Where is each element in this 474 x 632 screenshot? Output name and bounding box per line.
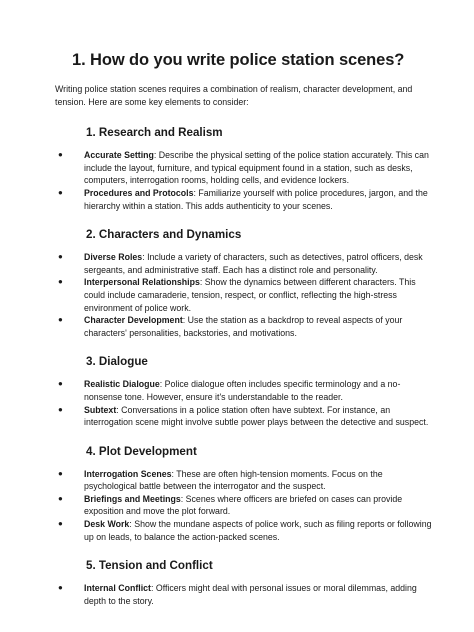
- item-text: : These are often high-tension moments. Focus on the psychological battle between the interrogator and the suspect.: [84, 468, 383, 492]
- item-term: Interpersonal Relationships: [84, 277, 200, 288]
- bullet-icon: ●: [58, 519, 63, 529]
- item-term: Subtext: [84, 404, 117, 415]
- list-item: [55, 251, 434, 276]
- section-heading: 4. Plot Development: [86, 444, 197, 458]
- item-term: Internal Conflict: [84, 583, 151, 594]
- page-title: 1. How do you write police station scenes?: [72, 51, 405, 69]
- bullet-icon: ●: [58, 315, 63, 325]
- bullet-list: [55, 378, 434, 428]
- section-plot-development: [55, 444, 434, 544]
- list-item: [55, 493, 434, 518]
- section-heading: 1. Research and Realism: [86, 126, 223, 140]
- list-item: [55, 276, 434, 314]
- item-text: : Conversations in a police station often have subtext. For instance, an interrogation scene might involve subtle power plays between the detective and suspect.: [84, 404, 429, 428]
- list-item: [55, 468, 434, 493]
- item-term: Diverse Roles: [84, 252, 143, 263]
- item-term: Interrogation Scenes: [84, 468, 172, 479]
- item-text: : Include a variety of characters, such as detectives, patrol officers, desk sergeants, and administrative staff. Each has a distinct role and personality.: [84, 252, 423, 275]
- list-item: [55, 404, 434, 429]
- bullet-list: [55, 149, 434, 212]
- list-item: [55, 149, 434, 187]
- item-text: : Show the dynamics between different characters. This could include camaraderie, tension, respect, or conflict, reflecting the high-stress environment of police work.: [84, 277, 416, 313]
- item-term: Character Development: [84, 315, 183, 326]
- bullet-icon: ●: [58, 404, 63, 414]
- list-item: [55, 314, 434, 339]
- bullet-icon: ●: [58, 252, 63, 262]
- list-item: [55, 582, 434, 607]
- item-term: Desk Work: [84, 519, 130, 530]
- item-term: Realistic Dialogue: [84, 379, 160, 390]
- item-term: Briefings and Meetings: [84, 493, 181, 504]
- bullet-list: [55, 468, 434, 544]
- bullet-icon: ●: [58, 187, 63, 197]
- bullet-icon: ●: [58, 493, 63, 503]
- item-text: : Officers might deal with personal issues or moral dilemmas, adding depth to the story.: [84, 583, 417, 606]
- bullet-icon: ●: [58, 277, 63, 287]
- section-heading: 3. Dialogue: [86, 355, 148, 369]
- item-text: : Familiarize yourself with police procedures, jargon, and the hierarchy within a station. This adds authenticity to your scenes.: [84, 187, 428, 211]
- list-item: [55, 187, 434, 212]
- list-item: [55, 378, 434, 403]
- item-text: : Police dialogue often includes specific terminology and a no-nonsense tone. However, ensure it's understandable to the reader.: [84, 379, 401, 402]
- item-text: : Show the mundane aspects of police work, such as filing reports or following up on leads, to balance the action-packed scenes.: [84, 519, 432, 542]
- item-text: : Scenes where officers are briefed on cases can provide exposition and move the plot forward.: [84, 493, 403, 517]
- item-term: Accurate Setting: [84, 150, 154, 161]
- bullet-icon: ●: [58, 468, 63, 478]
- bullet-list: [55, 582, 434, 607]
- item-text: : Use the station as a backdrop to reveal aspects of your characters' personalities, backstories, and motivations.: [84, 315, 403, 338]
- intro-paragraph: Writing police station scenes requires a combination of realism, character development, and tension. Here are some key elements to consider:: [55, 84, 413, 107]
- section-heading: 2. Characters and Dynamics: [86, 228, 242, 242]
- section-tension-conflict: [55, 558, 434, 607]
- item-text: : Describe the physical setting of the police station accurately. This can include the layout, furniture, and typical equipment found in a station, such as desks, computers, interrogation rooms, holding cells, and evidence lockers.: [84, 150, 429, 186]
- list-item: [55, 518, 434, 543]
- section-dialogue: [55, 354, 434, 428]
- section-research-realism: [55, 125, 434, 212]
- bullet-icon: ●: [58, 379, 63, 389]
- section-heading: 5. Tension and Conflict: [86, 559, 213, 573]
- bullet-icon: ●: [58, 150, 63, 160]
- bullet-list: [55, 251, 434, 339]
- bullet-icon: ●: [58, 583, 63, 593]
- section-characters-dynamics: [55, 227, 434, 339]
- item-term: Procedures and Protocols: [84, 187, 194, 198]
